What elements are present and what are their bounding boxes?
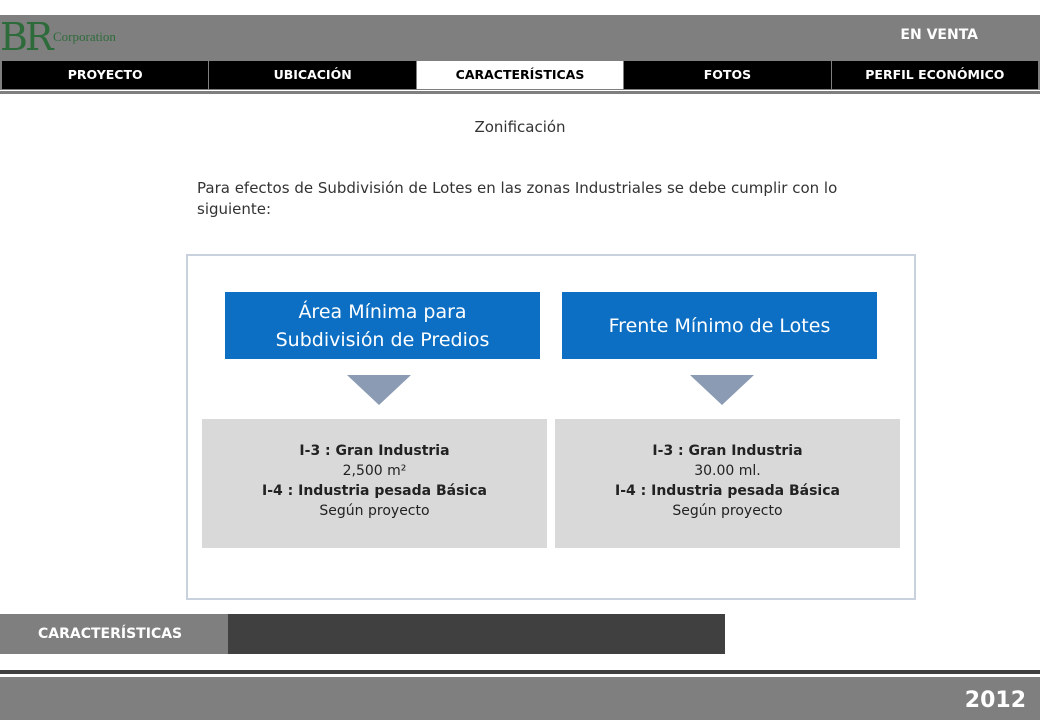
section-label: CARACTERÍSTICAS [0,614,228,654]
intro-text: Para efectos de Subdivisión de Lotes en las zonas Industriales se debe cumplir con lo siguiente: [197,179,838,218]
header-bar [0,15,1040,61]
min-frontage-i4-title: I-4 : Industria pesada Básica [615,483,840,499]
min-area-heading-line1: Área Mínima para [298,300,467,323]
min-frontage-heading: Frente Mínimo de Lotes [562,292,877,359]
min-area-heading-line2: Subdivisión de Predios [275,328,490,351]
min-area-i4-title: I-4 : Industria pesada Básica [262,483,487,499]
min-frontage-i4-value: Según proyecto [672,503,783,519]
page-title: Zonificación [474,118,566,136]
logo-text: Corporation [53,29,116,44]
footer-year: 2012 [964,688,1026,713]
down-arrow-icon [690,375,754,405]
tab-caracteristicas[interactable]: CARACTERÍSTICAS [417,61,624,89]
min-area-i4-value: Según proyecto [319,503,430,519]
min-area-i3-value: 2,500 m² [342,463,407,479]
min-frontage-details [555,419,900,548]
footer-bar [0,677,1040,720]
tab-fotos[interactable]: FOTOS [624,61,831,89]
down-arrow-icon [347,375,411,405]
tab-underline [0,91,1040,94]
tab-perfil-economico[interactable]: PERFIL ECONÓMICO [832,61,1038,89]
company-logo[interactable] [0,17,150,57]
min-area-i3-title: I-3 : Gran Industria [299,443,450,459]
min-frontage-i3-value: 30.00 ml. [694,463,761,479]
footer-divider [0,670,1040,674]
tab-bar [0,60,1040,90]
min-frontage-i3-title: I-3 : Gran Industria [652,443,803,459]
tab-proyecto[interactable]: PROYECTO [2,61,209,89]
min-area-details [202,419,547,548]
tab-ubicacion[interactable]: UBICACIÓN [209,61,416,89]
sale-status: EN VENTA [900,27,978,43]
section-bar [228,614,725,654]
tab-row [2,61,1038,89]
min-area-heading [225,292,540,359]
logo-letters: BR [0,15,51,59]
